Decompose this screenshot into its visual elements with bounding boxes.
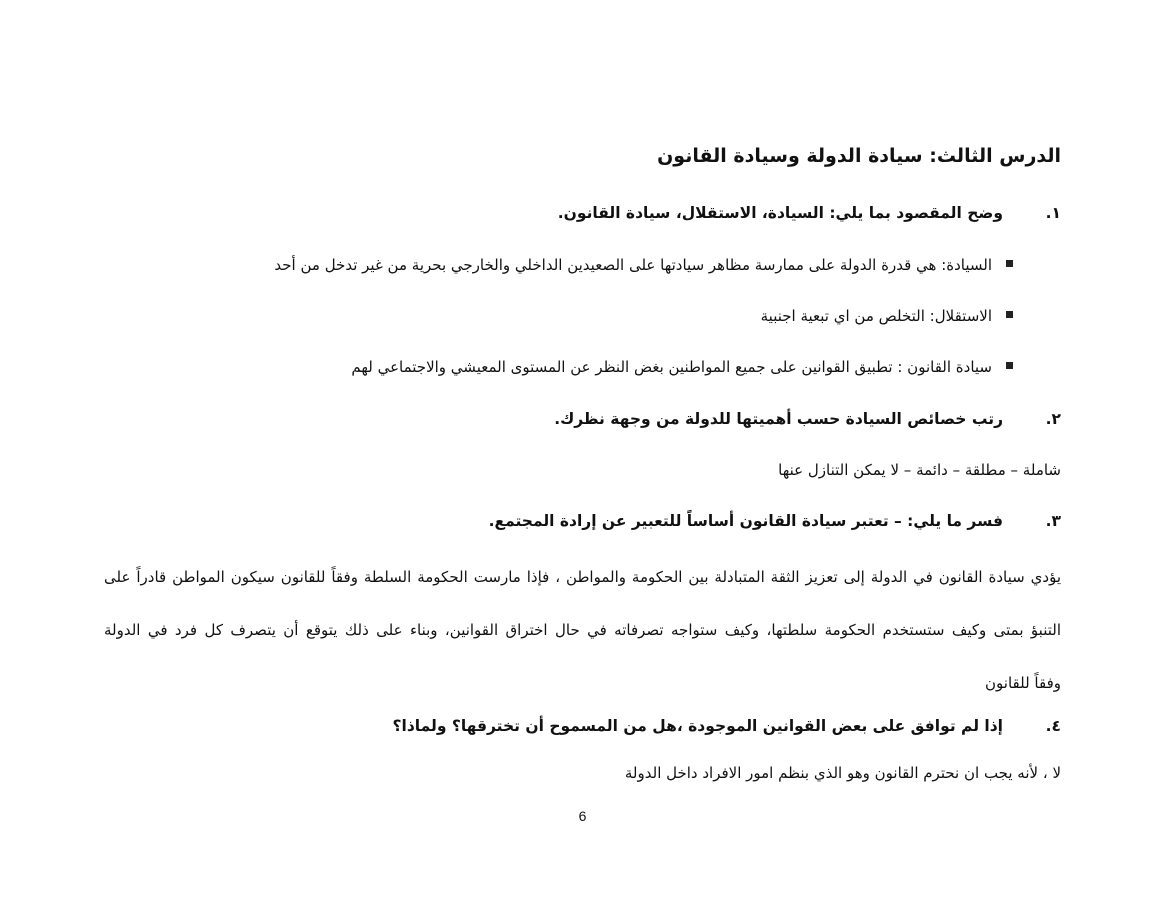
question-1-number: ١. [1045, 204, 1061, 222]
bullet-square-icon [1006, 260, 1013, 267]
lesson-title: الدرس الثالث: سيادة الدولة وسيادة القانون [657, 145, 1061, 167]
bullet-independence-text: الاستقلال: التخلص من اي تبعية اجنبية [760, 307, 992, 325]
question-4-number: ٤. [1045, 717, 1061, 735]
question-3 [489, 510, 1061, 532]
question-1-text: وضح المقصود بما يلي: السيادة، الاستقلال، سيادة القانون. [557, 204, 1003, 222]
answer-3-line-2: التنبؤ بمتى وكيف ستستخدم الحكومة سلطتها، وكيف ستواجه تصرفاته في حال اختراق القوانين، وبناء على ذلك يتوقع أن يتصرف كل فرد في الدولة [104, 621, 1061, 639]
answer-2: شاملة – مطلقة – دائمة – لا يمكن التنازل عنها [778, 461, 1061, 479]
question-3-text: فسر ما يلي: – تعتبر سيادة القانون أساساً للتعبير عن إرادة المجتمع. [488, 512, 1003, 530]
question-2 [554, 408, 1061, 430]
question-4 [393, 715, 1061, 737]
bullet-sovereignty-text: السيادة: هي قدرة الدولة على ممارسة مظاهر سيادتها على الصعيدين الداخلي والخارجي بحرية من غير تدخل من أحد [274, 256, 992, 274]
question-4-text: إذا لم توافق على بعض القوانين الموجودة ،هل من المسموح أن تخترقها؟ ولماذا؟ [392, 717, 1003, 735]
answer-3-line-1: يؤدي سيادة القانون في الدولة إلى تعزيز الثقة المتبادلة بين الحكومة والمواطن ، فإذا مارست الحكومة السلطة وفقاً للقانون سيكون المواطن قادراً على [104, 568, 1061, 586]
page-number: 6 [578, 808, 587, 824]
bullet-independence [761, 305, 1013, 327]
bullet-square-icon [1006, 311, 1013, 318]
question-2-number: ٢. [1045, 410, 1061, 428]
question-3-number: ٣. [1045, 512, 1061, 530]
answer-3-line-3: وفقاً للقانون [985, 674, 1061, 692]
bullet-sovereignty [274, 254, 1013, 276]
bullet-square-icon [1006, 362, 1013, 369]
answer-3-paragraph [104, 551, 1061, 710]
bullet-rule-of-law-text: سيادة القانون : تطبيق القوانين على جميع المواطنين بغض النظر عن المستوى المعيشي والاجتماعي لهم [351, 358, 992, 376]
question-1 [558, 202, 1061, 224]
question-2-text: رتب خصائص السيادة حسب أهميتها للدولة من وجهة نظرك. [554, 410, 1003, 428]
bullet-rule-of-law [351, 356, 1013, 378]
answer-4: لا ، لأنه يجب ان نحترم القانون وهو الذي بنظم امور الافراد داخل الدولة [624, 764, 1061, 782]
